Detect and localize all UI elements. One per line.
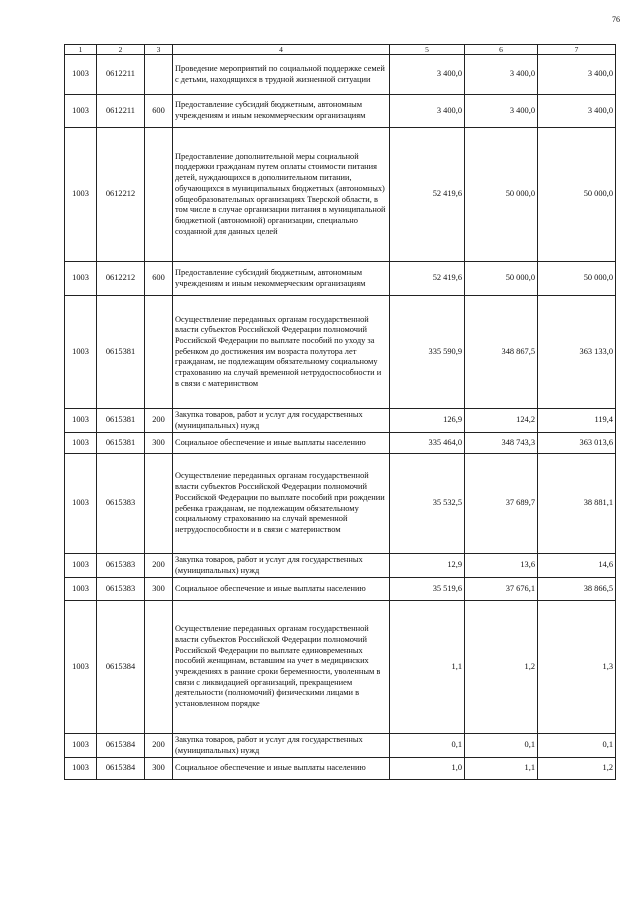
table-row	[65, 578, 616, 601]
target-code: 0615383	[97, 554, 145, 578]
expense-type-code: 200	[145, 409, 173, 433]
row-description: Закупка товаров, работ и услуг для государственных (муниципальных) нужд	[173, 409, 390, 433]
row-description: Осуществление переданных органам государственной власти субъектов Российской Федерации полномочий Российской Федерации по выплате пособий при рождении ребенка гражданам, не подлежащим обязательному социальному страхованию на случай временной нетрудоспособности и в связи с материнством	[173, 454, 390, 554]
target-code: 0612212	[97, 128, 145, 262]
amount-col-6: 50 000,0	[465, 262, 538, 296]
amount-col-5: 52 419,6	[390, 128, 465, 262]
section-code: 1003	[65, 734, 97, 758]
header-col-7: 7	[538, 45, 616, 55]
table-row	[65, 433, 616, 454]
amount-col-6: 37 676,1	[465, 578, 538, 601]
table-row	[65, 554, 616, 578]
amount-col-6: 3 400,0	[465, 95, 538, 128]
budget-table	[64, 44, 616, 780]
section-code: 1003	[65, 95, 97, 128]
expense-type-code	[145, 601, 173, 734]
amount-col-7: 1,2	[538, 758, 616, 780]
section-code: 1003	[65, 601, 97, 734]
expense-type-code: 300	[145, 758, 173, 780]
row-description: Осуществление переданных органам государственной власти субъектов Российской Федерации полномочий Российской Федерации по выплате пособий по уходу за ребенком до достижения им возраста полутора лет гражданам, не подлежащим обязательному социальному страхованию на случай временной нетрудоспособности и в связи с материнством	[173, 296, 390, 409]
amount-col-6: 0,1	[465, 734, 538, 758]
target-code: 0615381	[97, 433, 145, 454]
table-row	[65, 409, 616, 433]
amount-col-5: 35 519,6	[390, 578, 465, 601]
amount-col-5: 52 419,6	[390, 262, 465, 296]
expense-type-code	[145, 296, 173, 409]
table-row	[65, 734, 616, 758]
expense-type-code: 600	[145, 262, 173, 296]
row-description: Закупка товаров, работ и услуг для государственных (муниципальных) нужд	[173, 734, 390, 758]
amount-col-7: 3 400,0	[538, 55, 616, 95]
amount-col-7: 50 000,0	[538, 262, 616, 296]
amount-col-5: 126,9	[390, 409, 465, 433]
section-code: 1003	[65, 128, 97, 262]
amount-col-6: 37 689,7	[465, 454, 538, 554]
target-code: 0612212	[97, 262, 145, 296]
amount-col-6: 13,6	[465, 554, 538, 578]
header-row	[65, 45, 616, 55]
amount-col-5: 1,1	[390, 601, 465, 734]
table-row	[65, 128, 616, 262]
expense-type-code: 300	[145, 433, 173, 454]
amount-col-7: 14,6	[538, 554, 616, 578]
amount-col-7: 38 881,1	[538, 454, 616, 554]
header-col-3: 3	[145, 45, 173, 55]
section-code: 1003	[65, 758, 97, 780]
table-row	[65, 55, 616, 95]
amount-col-6: 348 743,3	[465, 433, 538, 454]
row-description: Закупка товаров, работ и услуг для государственных (муниципальных) нужд	[173, 554, 390, 578]
target-code: 0612211	[97, 95, 145, 128]
section-code: 1003	[65, 409, 97, 433]
amount-col-5: 0,1	[390, 734, 465, 758]
target-code: 0615384	[97, 758, 145, 780]
amount-col-5: 3 400,0	[390, 95, 465, 128]
row-description: Предоставление дополнительной меры социальной поддержки гражданам путем оплаты стоимости питания детей, нуждающихся в дополнительном питании, обучающихся в муниципальных бюджетных (автономных) общеобразовательных организациях Тверской области, в том числе в случае организации питания в муниципальной бюджетной (автономной) организации, специально созданной для данных целей	[173, 128, 390, 262]
expense-type-code: 600	[145, 95, 173, 128]
header-col-6: 6	[465, 45, 538, 55]
amount-col-6: 348 867,5	[465, 296, 538, 409]
target-code: 0615381	[97, 409, 145, 433]
amount-col-6: 1,1	[465, 758, 538, 780]
expense-type-code	[145, 454, 173, 554]
section-code: 1003	[65, 55, 97, 95]
table-row	[65, 601, 616, 734]
amount-col-7: 0,1	[538, 734, 616, 758]
table-row	[65, 262, 616, 296]
section-code: 1003	[65, 578, 97, 601]
target-code: 0615383	[97, 454, 145, 554]
amount-col-7: 363 013,6	[538, 433, 616, 454]
target-code: 0615381	[97, 296, 145, 409]
row-description: Осуществление переданных органам государственной власти субъектов Российской Федерации полномочий Российской Федерации по выплате единовременных пособий женщинам, вставшим на учет в медицинских учреждениях в ранние сроки беременности, уволенным в связи с ликвидацией организаций, прекращением деятельности (полномочий) физическими лицами в установленном порядке	[173, 601, 390, 734]
target-code: 0615384	[97, 734, 145, 758]
expense-type-code	[145, 128, 173, 262]
section-code: 1003	[65, 454, 97, 554]
table-row	[65, 758, 616, 780]
expense-type-code: 200	[145, 734, 173, 758]
amount-col-5: 35 532,5	[390, 454, 465, 554]
row-description: Проведение мероприятий по социальной поддержке семей с детьми, находящихся в трудной жизненной ситуации	[173, 55, 390, 95]
amount-col-7: 38 866,5	[538, 578, 616, 601]
expense-type-code	[145, 55, 173, 95]
amount-col-6: 3 400,0	[465, 55, 538, 95]
row-description: Социальное обеспечение и иные выплаты населению	[173, 758, 390, 780]
target-code: 0615384	[97, 601, 145, 734]
expense-type-code: 300	[145, 578, 173, 601]
amount-col-7: 119,4	[538, 409, 616, 433]
amount-col-5: 12,9	[390, 554, 465, 578]
section-code: 1003	[65, 433, 97, 454]
table-row	[65, 454, 616, 554]
page-number: 76	[612, 15, 620, 24]
target-code: 0615383	[97, 578, 145, 601]
amount-col-5: 335 590,9	[390, 296, 465, 409]
amount-col-5: 1,0	[390, 758, 465, 780]
header-col-2: 2	[97, 45, 145, 55]
section-code: 1003	[65, 262, 97, 296]
amount-col-5: 335 464,0	[390, 433, 465, 454]
amount-col-6: 1,2	[465, 601, 538, 734]
amount-col-5: 3 400,0	[390, 55, 465, 95]
header-col-4: 4	[173, 45, 390, 55]
table-row	[65, 296, 616, 409]
amount-col-7: 1,3	[538, 601, 616, 734]
expense-type-code: 200	[145, 554, 173, 578]
row-description: Предоставление субсидий бюджетным, автономным учреждениям и иным некоммерческим организациям	[173, 95, 390, 128]
amount-col-6: 50 000,0	[465, 128, 538, 262]
row-description: Предоставление субсидий бюджетным, автономным учреждениям и иным некоммерческим организациям	[173, 262, 390, 296]
amount-col-7: 363 133,0	[538, 296, 616, 409]
header-col-1: 1	[65, 45, 97, 55]
amount-col-7: 3 400,0	[538, 95, 616, 128]
section-code: 1003	[65, 554, 97, 578]
header-col-5: 5	[390, 45, 465, 55]
section-code: 1003	[65, 296, 97, 409]
row-description: Социальное обеспечение и иные выплаты населению	[173, 433, 390, 454]
amount-col-7: 50 000,0	[538, 128, 616, 262]
target-code: 0612211	[97, 55, 145, 95]
row-description: Социальное обеспечение и иные выплаты населению	[173, 578, 390, 601]
table-row	[65, 95, 616, 128]
amount-col-6: 124,2	[465, 409, 538, 433]
